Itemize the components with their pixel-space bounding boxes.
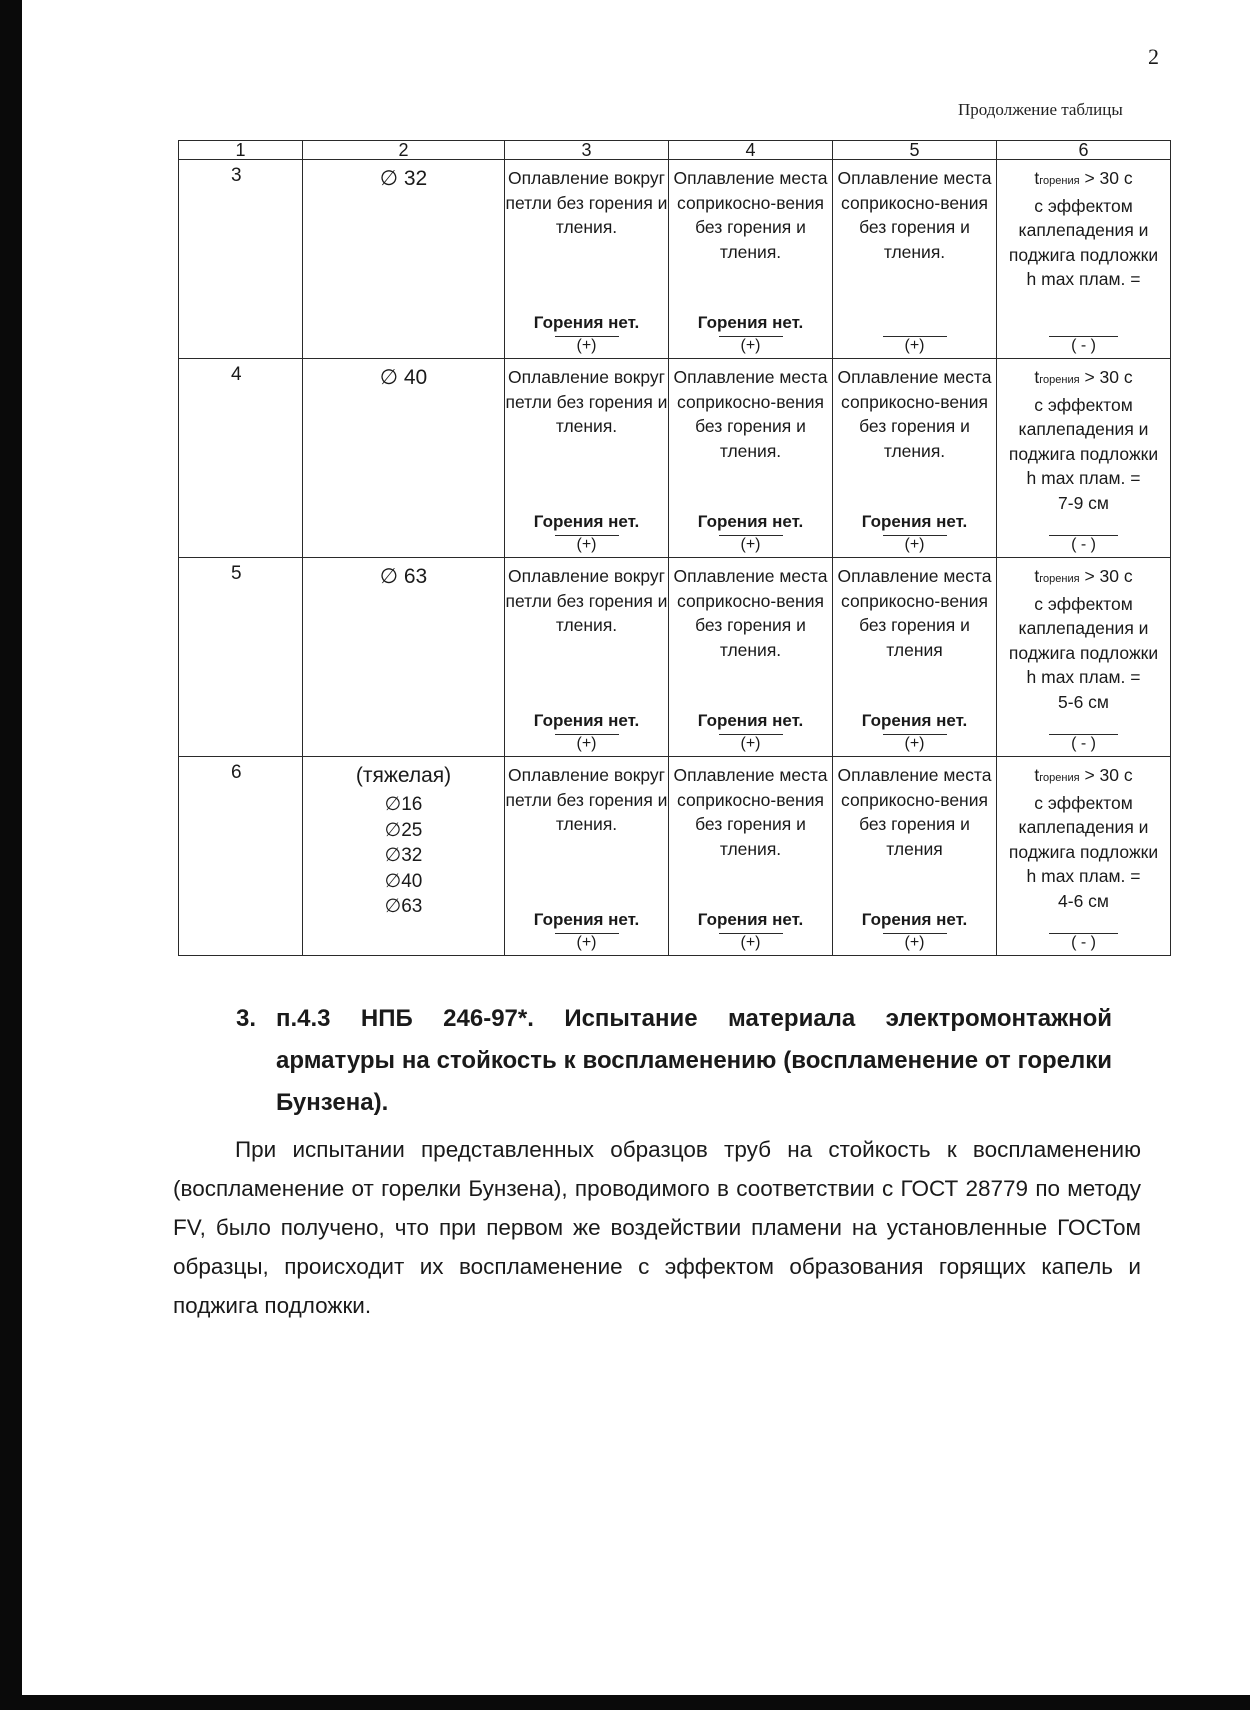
- col6-result: с эффектом каплепадения и поджига подложки: [1008, 195, 1159, 265]
- burn-time-subscript: горения: [1039, 772, 1080, 784]
- burn-time-symbol: t: [1034, 765, 1040, 785]
- section-number: 3.: [236, 1005, 257, 1032]
- col-header-6: 6: [997, 141, 1171, 160]
- section-heading: [236, 998, 1112, 1124]
- col4-verdict: Горения нет.: [697, 313, 804, 332]
- col-header-4: 4: [669, 141, 833, 160]
- col4-result: Оплавление места соприкосно-вения без горения и тления.: [673, 367, 828, 461]
- col5-result: Оплавление места соприкосно-вения без горения и тления.: [837, 367, 992, 461]
- scan-bottom-edge: [0, 1695, 1250, 1710]
- burn-time-condition: > 30 с: [1079, 765, 1133, 785]
- burn-time-subscript: горения: [1039, 175, 1080, 187]
- pipe-diameter: ∅63: [384, 896, 423, 917]
- col-header-5: 5: [833, 141, 997, 160]
- col5-mark: (+): [883, 336, 947, 354]
- table-row: [179, 558, 1171, 757]
- col3-result: Оплавление вокруг петли без горения и тления.: [505, 566, 668, 636]
- continuation-label: Продолжение таблицы: [958, 100, 1123, 119]
- col3-mark: (+): [555, 734, 619, 752]
- pipe-diameter: ∅ 63: [379, 565, 428, 588]
- flame-height-label: h max плам. =: [1026, 269, 1141, 290]
- pipe-type-label: (тяжелая): [355, 764, 452, 787]
- col5-mark: (+): [883, 535, 947, 553]
- row-number: 5: [231, 563, 242, 584]
- col3-result: Оплавление вокруг петли без горения и тления.: [505, 367, 668, 437]
- flame-height-label: h max плам. =: [1026, 866, 1141, 887]
- burn-time-condition: > 30 с: [1079, 566, 1133, 586]
- col6-result: с эффектом каплепадения и поджига подложки: [1008, 593, 1159, 663]
- results-table: [178, 140, 1171, 956]
- pipe-diameter: ∅25: [384, 819, 423, 841]
- col3-verdict: Горения нет.: [533, 910, 640, 929]
- table-header-row: [179, 141, 1171, 160]
- col4-verdict: Горения нет.: [697, 711, 804, 730]
- col5-mark: (+): [883, 933, 947, 951]
- pipe-diameter: ∅16: [384, 794, 423, 815]
- col3-mark: (+): [555, 336, 619, 354]
- pipe-diameter: ∅ 40: [379, 366, 428, 389]
- table-row: [179, 757, 1171, 956]
- col5-result: Оплавление места соприкосно-вения без горения и тления: [837, 566, 992, 660]
- col4-result: Оплавление места соприкосно-вения без горения и тления.: [673, 765, 828, 859]
- scan-left-edge: [0, 0, 22, 1710]
- col-header-2: 2: [303, 141, 505, 160]
- col4-result: Оплавление места соприкосно-вения без горения и тления.: [673, 566, 828, 660]
- col4-mark: (+): [719, 535, 783, 553]
- row-number: 6: [231, 762, 242, 783]
- col6-mark: ( - ): [1049, 535, 1118, 553]
- col4-verdict: Горения нет.: [697, 910, 804, 929]
- col6-mark: ( - ): [1049, 933, 1118, 951]
- col4-mark: (+): [719, 336, 783, 354]
- col6-mark: ( - ): [1049, 336, 1118, 354]
- col3-verdict: Горения нет.: [533, 313, 640, 332]
- flame-height-value: 7-9 см: [1058, 492, 1109, 513]
- col6-mark: ( - ): [1049, 734, 1118, 752]
- burn-time-subscript: горения: [1039, 573, 1080, 585]
- burn-time-symbol: t: [1034, 367, 1040, 387]
- burn-time-symbol: t: [1034, 566, 1040, 586]
- flame-height-value: 4-6 см: [1058, 890, 1109, 911]
- col5-result: Оплавление места соприкосно-вения без горения и тления: [837, 765, 992, 859]
- page-number: 2: [1148, 44, 1159, 69]
- body-paragraph: При испытании представленных образцов труб на стойкость к воспламенению (воспламенение от горелки Бунзена), проводимого в соответствии с ГОСТ 28779 по методу FV, было получено, что при первом же воздействии пламени на установленные ГОСТом образцы, происходит их воспламенение с эффектом образования горящих капель и поджига подложки.: [173, 1137, 1141, 1318]
- table-row: [179, 160, 1171, 359]
- col3-mark: (+): [555, 933, 619, 951]
- section-title: п.4.3 НПБ 246-97*. Испытание материала электромонтажной арматуры на стойкость к воспламенению (воспламенение от горелки Бунзена).: [276, 1005, 1112, 1116]
- pipe-diameter: ∅32: [384, 845, 423, 866]
- col3-result: Оплавление вокруг петли без горения и тления.: [505, 168, 668, 238]
- col6-result: с эффектом каплепадения и поджига подложки: [1008, 792, 1159, 862]
- col3-result: Оплавление вокруг петли без горения и тления.: [505, 765, 668, 835]
- col-header-1: 1: [179, 141, 303, 160]
- col3-verdict: Горения нет.: [533, 711, 640, 730]
- col6-result: с эффектом каплепадения и поджига подложки: [1008, 394, 1159, 464]
- burn-time-symbol: t: [1034, 168, 1040, 188]
- col5-verdict: Горения нет.: [861, 711, 968, 730]
- col4-result: Оплавление места соприкосно-вения без горения и тления.: [673, 168, 828, 262]
- row-number: 3: [231, 165, 242, 186]
- flame-height-value: 5-6 см: [1058, 691, 1109, 712]
- col5-result: Оплавление места соприкосно-вения без горения и тления.: [837, 168, 992, 262]
- col5-verdict: Горения нет.: [861, 910, 968, 929]
- col4-mark: (+): [719, 933, 783, 951]
- col4-mark: (+): [719, 734, 783, 752]
- col5-verdict: Горения нет.: [861, 512, 968, 531]
- burn-time-subscript: горения: [1039, 374, 1080, 386]
- pipe-diameter: ∅ 32: [379, 167, 428, 190]
- col5-mark: (+): [883, 734, 947, 752]
- burn-time-condition: > 30 с: [1079, 367, 1133, 387]
- flame-height-label: h max плам. =: [1026, 468, 1141, 489]
- col3-verdict: Горения нет.: [533, 512, 640, 531]
- table-row: [179, 359, 1171, 558]
- col3-mark: (+): [555, 535, 619, 553]
- row-number: 4: [231, 364, 242, 385]
- flame-height-label: h max плам. =: [1026, 667, 1141, 688]
- pipe-diameter: ∅40: [384, 870, 423, 892]
- col-header-3: 3: [505, 141, 669, 160]
- burn-time-condition: > 30 с: [1079, 168, 1133, 188]
- col4-verdict: Горения нет.: [697, 512, 804, 531]
